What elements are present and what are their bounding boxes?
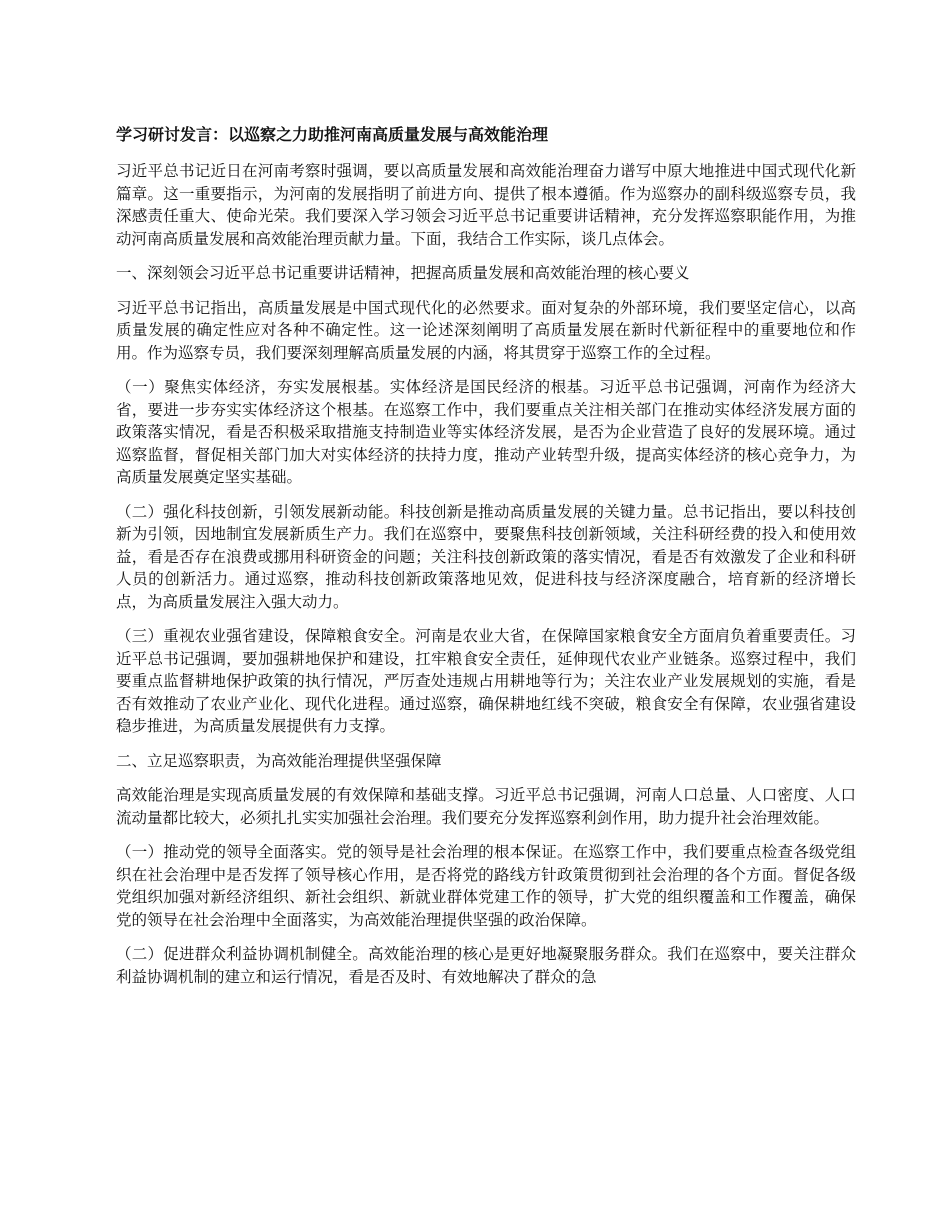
document-page — [116, 124, 856, 1000]
paragraph-7: （一）推动党的领导全面落实。党的领导是社会治理的根本保证。在巡察工作中，我们要重点检查各级党组织在社会治理中是否发挥了领导核心作用，是否将党的路线方针政策贯彻到社会治理的各个方面。督促各级党组织加强对新经济组织、新社会组织、新就业群体党建工作的领导，扩大党的组织覆盖和工作覆盖，确保党的领导在社会治理中全面落实，为高效能治理提供坚强的政治保障。 — [116, 843, 856, 929]
section-heading-1: 一、深刻领会习近平总书记重要讲话精神，把握高质量发展和高效能治理的核心要义 — [116, 264, 690, 282]
paragraph-8: （二）促进群众利益协调机制健全。高效能治理的核心是更好地凝聚服务群众。我们在巡察中，要关注群众利益协调机制的建立和运行情况，看是否及时、有效地解决了群众的急 — [116, 945, 856, 986]
document-title: 学习研讨发言：以巡察之力助推河南高质量发展与高效能治理 — [116, 125, 549, 144]
paragraph-6: 高效能治理是实现高质量发展的有效保障和基础支撑。习近平总书记强调，河南人口总量、人口密度、人口流动量都比较大，必须扎扎实实加强社会治理。我们要充分发挥巡察利剑作用，助力提升社会治理效能。 — [116, 786, 856, 827]
section-heading-2: 二、立足巡察职责，为高效能治理提供坚强保障 — [116, 751, 442, 770]
paragraph-5: （三）重视农业强省建设，保障粮食安全。河南是农业大省，在保障国家粮食安全方面肩负着重要责任。习近平总书记强调，要加强耕地保护和建设，扛牢粮食安全责任，延伸现代农业产业链条。巡察过程中，我们要重点监督耕地保护政策的执行情况，严厉查处违规占用耕地等行为；关注农业产业发展规划的实施，看是否有效推动了农业产业化、现代化进程。通过巡察，确保耕地红线不突破，粮食安全有保障，农业强省建设稳步推进，为高质量发展提供有力支撑。 — [116, 627, 856, 735]
paragraph-intro: 习近平总书记近日在河南考察时强调，要以高质量发展和高效能治理奋力谱写中原大地推进中国式现代化新篇章。这一重要指示，为河南的发展指明了前进方向、提供了根本遵循。作为巡察办的副科级巡察专员，我深感责任重大、使命光荣。我们要深入学习领会习近平总书记重要讲话精神，充分发挥巡察职能作用，为推动河南高质量发展和高效能治理贡献力量。下面，我结合工作实际，谈几点体会。 — [116, 162, 856, 248]
paragraph-3: （一）聚焦实体经济，夯实发展根基。实体经济是国民经济的根基。习近平总书记强调，河南作为经济大省，要进一步夯实实体经济这个根基。在巡察工作中，我们要重点关注相关部门在推动实体经济发展方面的政策落实情况，看是否积极采取措施支持制造业等实体经济发展，是否为企业营造了良好的发展环境。通过巡察监督，督促相关部门加大对实体经济的扶持力度，推动产业转型升级，提高实体经济的核心竞争力，为高质量发展奠定坚实基础。 — [116, 378, 856, 486]
paragraph-4: （二）强化科技创新，引领发展新动能。科技创新是推动高质量发展的关键力量。总书记指出，要以科技创新为引领，因地制宜发展新质生产力。我们在巡察中，要聚焦科技创新领域，关注科研经费的投入和使用效益，看是否存在浪费或挪用科研资金的问题；关注科技创新政策的落实情况，看是否有效激发了企业和科研人员的创新活力。通过巡察，推动科技创新政策落地见效，促进科技与经济深度融合，培育新的经济增长点，为高质量发展注入强大动力。 — [116, 502, 856, 611]
paragraph-2: 习近平总书记指出，高质量发展是中国式现代化的必然要求。面对复杂的外部环境，我们要坚定信心，以高质量发展的确定性应对各种不确定性。这一论述深刻阐明了高质量发展在新时代新征程中的重要地位和作用。作为巡察专员，我们要深刻理解高质量发展的内涵，将其贯穿于巡察工作的全过程。 — [116, 298, 856, 362]
